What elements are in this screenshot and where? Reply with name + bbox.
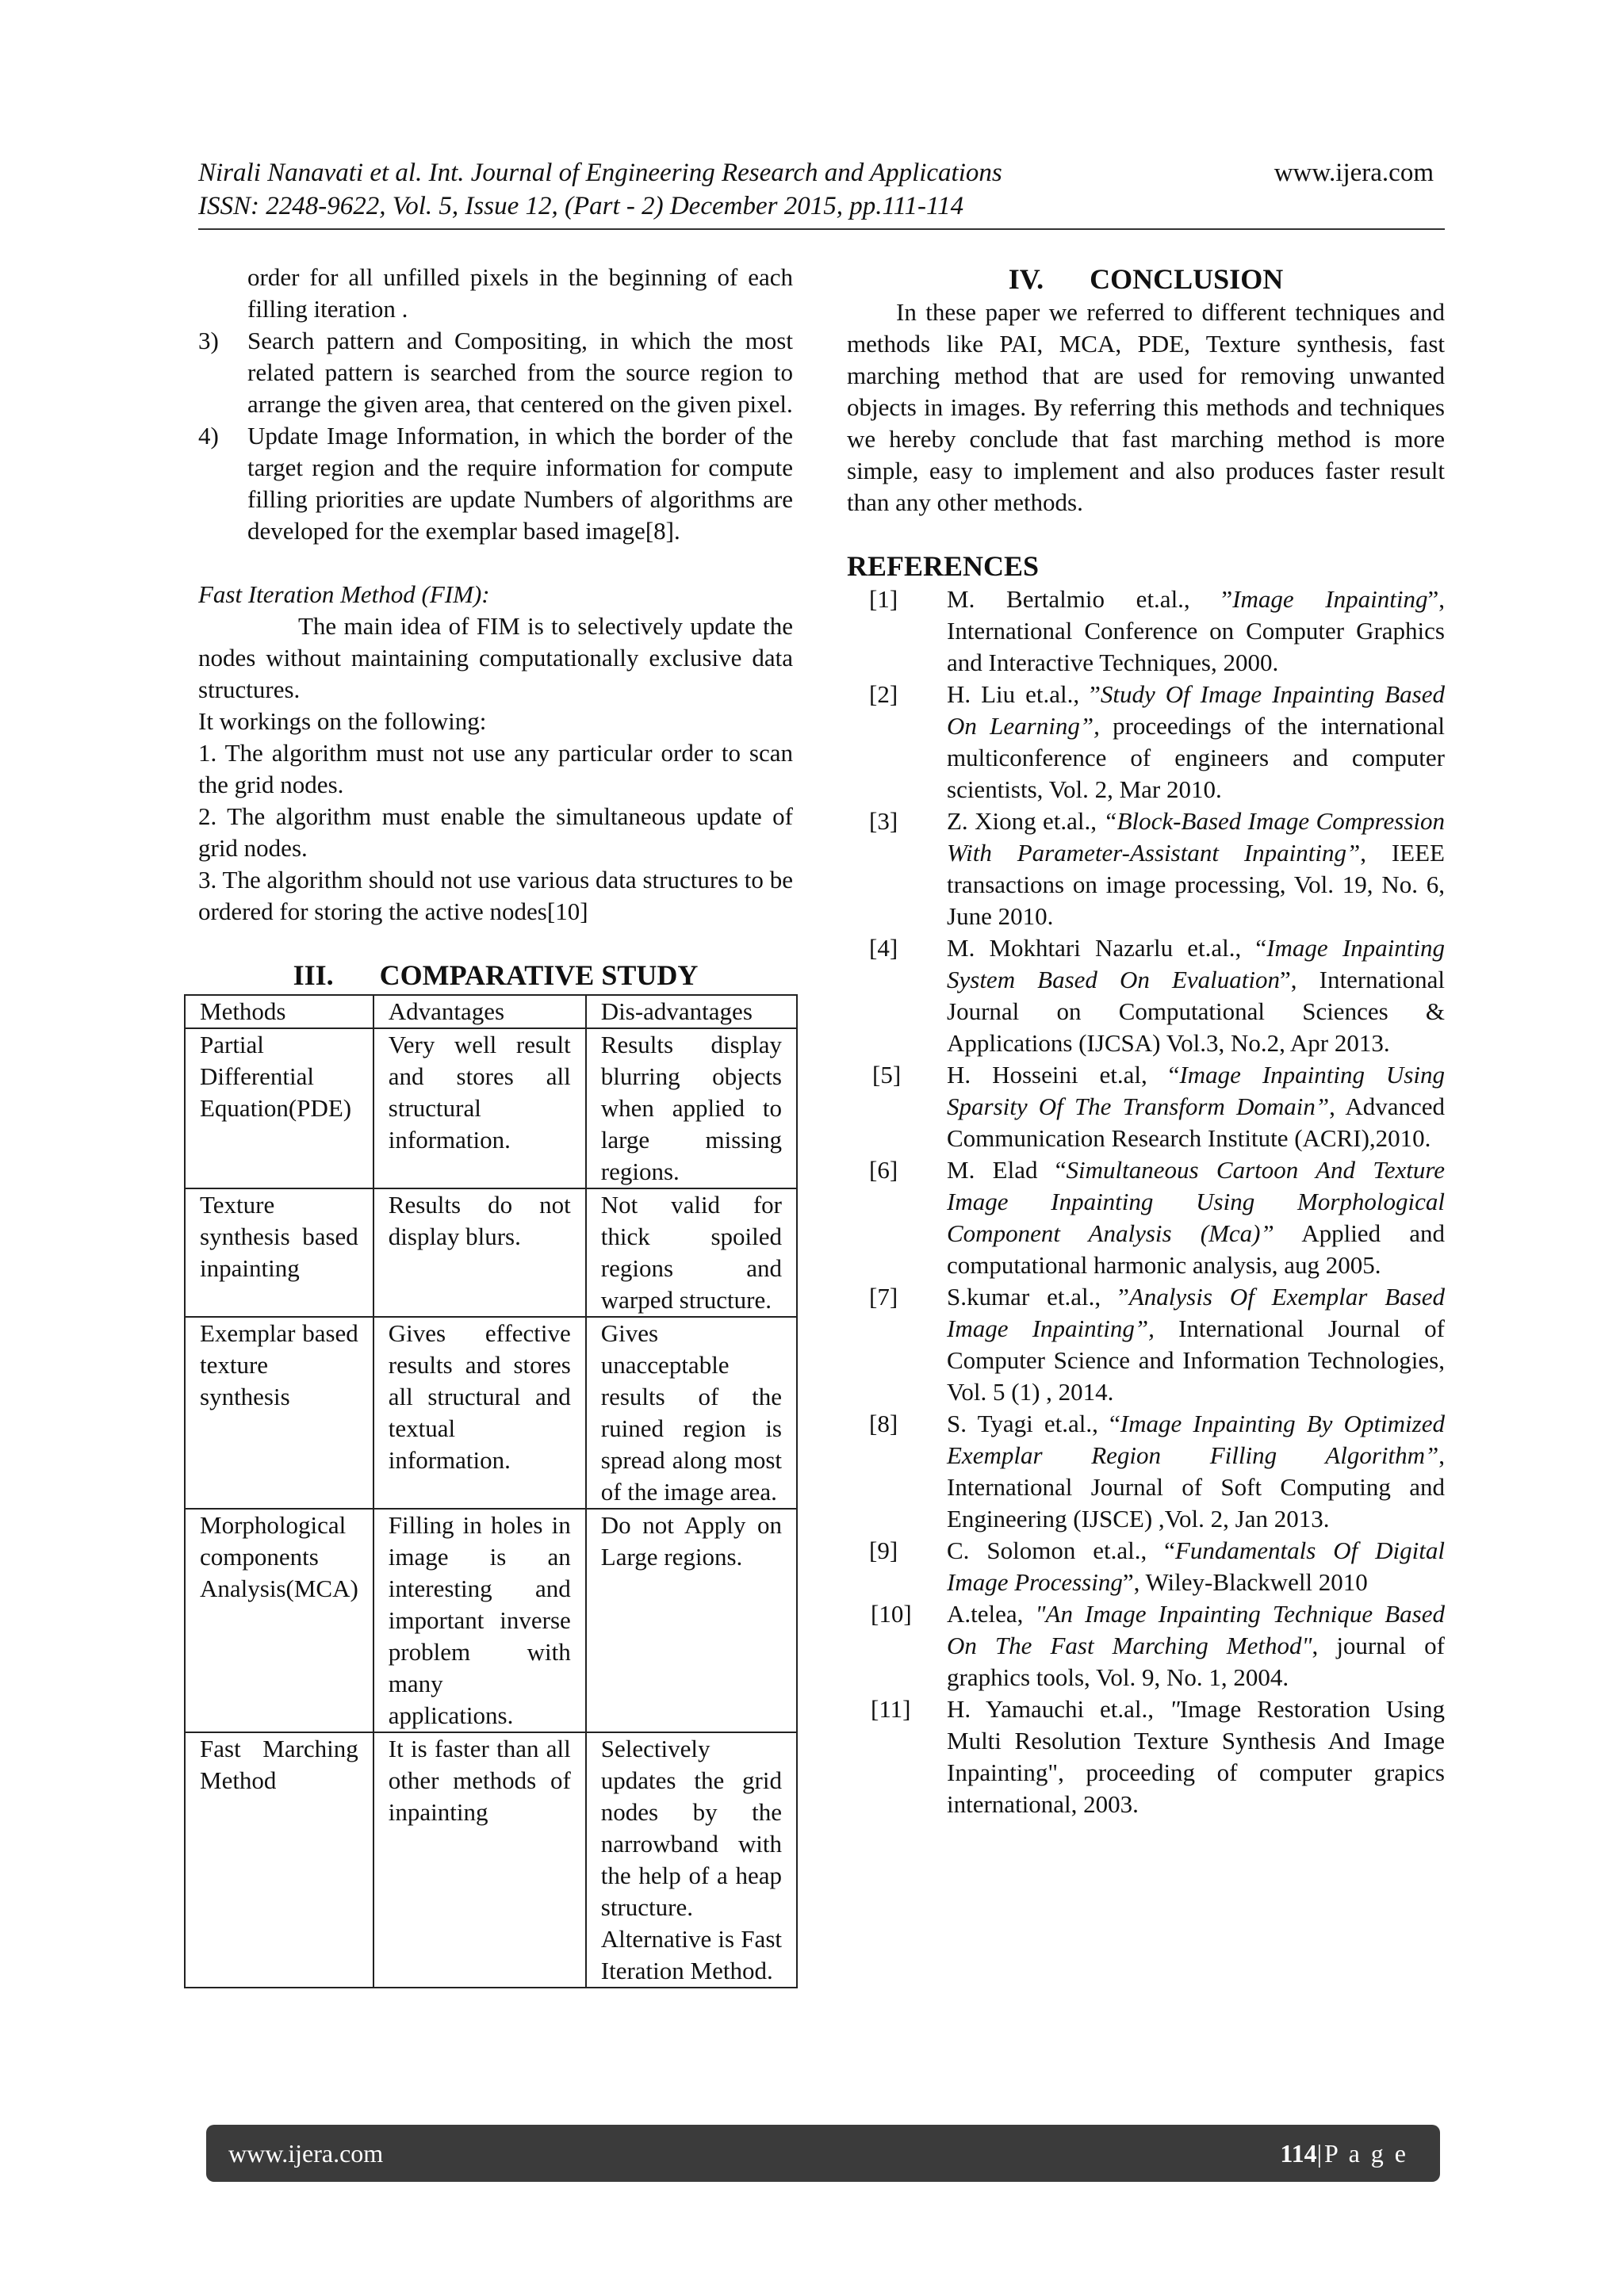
section-number: III. <box>293 959 334 991</box>
reference-title: "An Image Inpainting Technique Based On The Fast Marching Method" <box>947 1600 1445 1659</box>
reference-number: [6] <box>869 1156 898 1184</box>
reference-title: Simultaneous Cartoon And Texture Image Inpainting Using Morphological Component Analysis (Mca)” <box>947 1156 1445 1247</box>
reference-details: Applied and computational harmonic analysis, aug 2005. <box>947 1219 1445 1279</box>
reference-authors: M. Mokhtari Nazarlu et.al., “ <box>947 934 1267 962</box>
issn-line: ISSN: 2248-9622, Vol. 5, Issue 12, (Part - 2) December 2015, pp.111-114 <box>198 192 964 220</box>
section-title: CONCLUSION <box>1090 263 1284 295</box>
reference-details: International Journal of Computer Science and Information Technologies, Vol. 5 (1) , 2014. <box>947 1314 1445 1406</box>
reference-item <box>847 932 1445 1059</box>
section-heading-conclusion <box>847 262 1445 297</box>
reference-item <box>847 1535 1445 1598</box>
table-row <box>185 1509 797 1732</box>
table-cell: Filling in holes in image is an interesting and important inverse problem with many applications. <box>373 1509 586 1732</box>
table-cell: Texture synthesis based inpainting <box>185 1188 373 1317</box>
fim-point: 2. The algorithm must enable the simultaneous update of grid nodes. <box>198 802 793 862</box>
reference-item <box>847 1408 1445 1535</box>
reference-item <box>847 1059 1445 1154</box>
list-text: Search pattern and Compositing, in which the most related pattern is searched from the source region to arrange the given area, that centered on the given pixel. <box>247 327 793 418</box>
reference-title: Analysis Of Exemplar Based Image Inpainting”, <box>947 1283 1445 1342</box>
reference-number: [10] <box>871 1600 912 1628</box>
table-cell: It is faster than all other methods of inpainting <box>373 1732 586 1988</box>
reference-details: ”, International Journal on Computational Sciences & Applications (IJCSA) Vol.3, No.2, Apr 2013. <box>947 966 1446 1057</box>
fim-heading: Fast Iteration Method (FIM): <box>198 580 490 608</box>
reference-title: Image Inpainting <box>1232 585 1428 613</box>
reference-number: [8] <box>869 1410 898 1437</box>
list-number: 3) <box>198 327 219 354</box>
reference-title: Study Of Image Inpainting Based On Learning”, <box>947 680 1445 740</box>
reference-details: , Advanced Communication Research Institute (ACRI),2010. <box>947 1093 1445 1152</box>
table-cell: Gives unacceptable results of the ruined region is spread along most of the image area. <box>586 1317 797 1509</box>
running-header <box>198 152 1445 230</box>
reference-authors: S.kumar et.al., ” <box>947 1283 1129 1311</box>
comparison-table <box>184 994 798 1988</box>
fim-point: 1. The algorithm must not use any particular order to scan the grid nodes. <box>198 739 793 798</box>
list-text: Update Image Information, in which the border of the target region and the require information for compute filling priorities are update Numbers of algorithms are developed for the exemplar based image[8]. <box>247 422 793 545</box>
table-cell: Exemplar based texture synthesis <box>185 1317 373 1509</box>
reference-title: Image Inpainting System Based On Evaluation <box>947 934 1445 993</box>
reference-item <box>847 1598 1445 1693</box>
left-column <box>198 262 793 1988</box>
table-cell: Gives effective results and stores all structural and textual information. <box>373 1317 586 1509</box>
table-row <box>185 1188 797 1317</box>
table-cell: Selectively updates the grid nodes by the narrowband with the help of a heap structure. Alternative is Fast Iteration Method. <box>586 1732 797 1988</box>
reference-details: , International Journal of Soft Computing and Engineering (IJSCE) ,Vol. 2, Jan 2013. <box>947 1441 1445 1533</box>
table-row <box>185 1732 797 1988</box>
table-cell: Not valid for thick spoiled regions and warped structure. <box>586 1188 797 1317</box>
fim-point: 3. The algorithm should not use various data structures to be ordered for storing the active nodes[10] <box>198 866 793 925</box>
page-label: |P a g e <box>1316 2139 1408 2168</box>
reference-item <box>847 1154 1445 1281</box>
page-number-value: 114 <box>1280 2139 1317 2168</box>
page-footer <box>206 2125 1440 2182</box>
reference-item <box>847 806 1445 932</box>
reference-number: [5] <box>872 1061 902 1089</box>
reference-authors: H. Hosseini et.al, “ <box>947 1061 1180 1089</box>
reference-title: “Block-Based Image Compression With Parameter-Assistant Inpainting” <box>947 807 1446 867</box>
reference-details: , IEEE transactions on image processing, Vol. 19, No. 6, June 2010. <box>947 839 1445 930</box>
table-cell: Fast Marching Method <box>185 1732 373 1988</box>
reference-number: [7] <box>869 1283 898 1311</box>
continued-list-text: order for all unfilled pixels in the beginning of each filling iteration . <box>247 263 793 323</box>
reference-authors: H. Yamauchi et.al., <box>947 1695 1170 1723</box>
reference-number: [4] <box>869 934 898 962</box>
reference-authors: S. Tyagi et.al., “ <box>947 1410 1120 1437</box>
table-cell: Morphological components Analysis(MCA) <box>185 1509 373 1732</box>
numbered-list <box>198 325 793 547</box>
reference-title: Image Inpainting By Optimized Exemplar Region Filling Algorithm” <box>947 1410 1445 1469</box>
right-column <box>847 262 1445 1820</box>
section-title: COMPARATIVE STUDY <box>379 959 699 991</box>
reference-authors: A.telea, <box>947 1600 1036 1628</box>
reference-number: [1] <box>869 585 898 613</box>
footer-website[interactable]: www.ijera.com <box>228 2139 384 2168</box>
reference-details: proceedings of the international multiconference of engineers and computer scientists, Vol. 2, Mar 2010. <box>947 712 1446 803</box>
reference-authors: M. Bertalmio et.al., ” <box>947 585 1233 613</box>
list-item <box>198 420 793 547</box>
reference-list <box>847 584 1445 1820</box>
reference-authors: Z. Xiong et.al., <box>947 807 1104 835</box>
column-header: Advantages <box>373 995 586 1028</box>
reference-authors: M. Elad “ <box>947 1156 1067 1184</box>
table-row <box>185 1028 797 1188</box>
header-website[interactable]: www.ijera.com <box>1274 159 1434 187</box>
journal-citation-line: Nirali Nanavati et al. Int. Journal of Engineering Research and Applications <box>198 159 1002 187</box>
reference-title: " <box>1169 1695 1180 1723</box>
reference-title: Fundamentals Of Digital Image Processing <box>947 1536 1445 1596</box>
reference-item <box>847 1693 1445 1820</box>
reference-item <box>847 584 1445 679</box>
fim-paragraph: The main idea of FIM is to selectively update the nodes without maintaining computationally exclusive data structures. <box>198 612 793 703</box>
reference-details: , journal of graphics tools, Vol. 9, No. 1, 2004. <box>947 1632 1445 1691</box>
reference-authors: H. Liu et.al., ” <box>947 680 1101 708</box>
conclusion-paragraph: In these paper we referred to different techniques and methods like PAI, MCA, PDE, Texture synthesis, fast marching method that are used for removing unwanted objects in images. By referring this methods and techniques we hereby conclude that fast marching method is more simple, easy to implement and also produces faster result than any other methods. <box>847 298 1445 516</box>
list-item <box>198 325 793 420</box>
reference-number: [9] <box>869 1536 898 1564</box>
reference-details: Image Restoration Using Multi Resolution Texture Synthesis And Image Inpainting", proceeding of computer grapics international, 2003. <box>947 1695 1445 1818</box>
reference-number: [3] <box>869 807 898 835</box>
table-cell: Very well result and stores all structural information. <box>373 1028 586 1188</box>
table-cell: Results do not display blurs. <box>373 1188 586 1317</box>
table-header-row <box>185 995 797 1028</box>
column-header: Dis-advantages <box>586 995 797 1028</box>
reference-number: [2] <box>869 680 898 708</box>
fim-intro: It workings on the following: <box>198 707 487 735</box>
section-number: IV. <box>1008 263 1044 295</box>
references-heading: REFERENCES <box>847 550 1040 582</box>
table-cell: Do not Apply on Large regions. <box>586 1509 797 1732</box>
table-cell: Results display blurring objects when applied to large missing regions. <box>586 1028 797 1188</box>
page-number <box>1280 2137 1408 2169</box>
reference-item <box>847 679 1445 806</box>
list-number: 4) <box>198 422 219 450</box>
reference-item <box>847 1281 1445 1408</box>
reference-details: ”, International Conference on Computer Graphics and Interactive Techniques, 2000. <box>947 585 1445 676</box>
reference-number: [11] <box>871 1695 911 1723</box>
column-header: Methods <box>185 995 373 1028</box>
table-cell: Partial Differential Equation(PDE) <box>185 1028 373 1188</box>
table-row <box>185 1317 797 1509</box>
reference-title: Image Inpainting Using Sparsity Of The Transform Domain” <box>947 1061 1445 1120</box>
section-heading-comparative-study <box>198 958 793 993</box>
reference-details: ”, Wiley-Blackwell 2010 <box>1122 1568 1368 1596</box>
reference-authors: C. Solomon et.al., “ <box>947 1536 1175 1564</box>
